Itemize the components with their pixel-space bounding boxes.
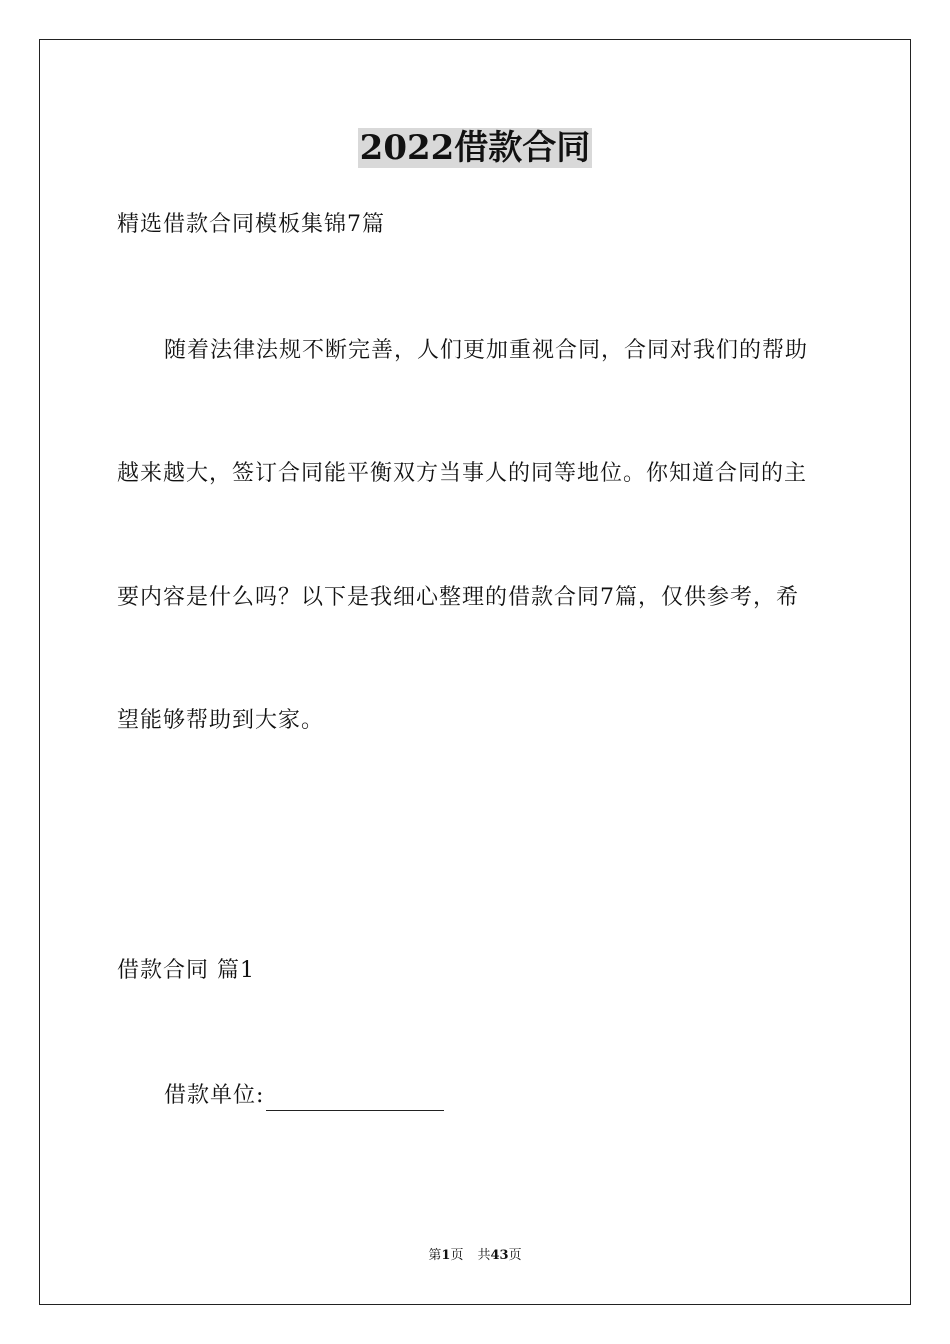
footer-total-pages: 43 [490, 1248, 509, 1263]
page-footer [0, 1247, 950, 1265]
paragraph-line-3: 要内容是什么吗？以下是我细心整理的借款合同7篇，仅供参考，希 [117, 585, 799, 610]
section-heading: 借款合同 篇1 [117, 958, 255, 983]
document-title [0, 128, 950, 168]
footer-page-number: 1 [441, 1248, 451, 1263]
paragraph-line-2: 越来越大，签订合同能平衡双方当事人的同等地位。你知道合同的主 [117, 461, 808, 486]
borrower-field [164, 1081, 444, 1111]
footer-total-suffix: 页 [508, 1248, 522, 1263]
document-subtitle: 精选借款合同模板集锦7篇 [117, 212, 385, 237]
borrower-field-label: 借款单位: [164, 1083, 265, 1108]
borrower-field-blank[interactable] [266, 1088, 444, 1111]
paragraph-line-1: 随着法律法规不断完善，人们更加重视合同，合同对我们的帮助 [164, 338, 809, 363]
document-title-text: 2022借款合同 [359, 128, 591, 168]
footer-total-prefix: 共 [477, 1248, 491, 1263]
paragraph-line-4: 望能够帮助到大家。 [117, 708, 325, 733]
footer-page-prefix: 第 [428, 1248, 442, 1263]
footer-page-suffix: 页 [450, 1248, 464, 1263]
